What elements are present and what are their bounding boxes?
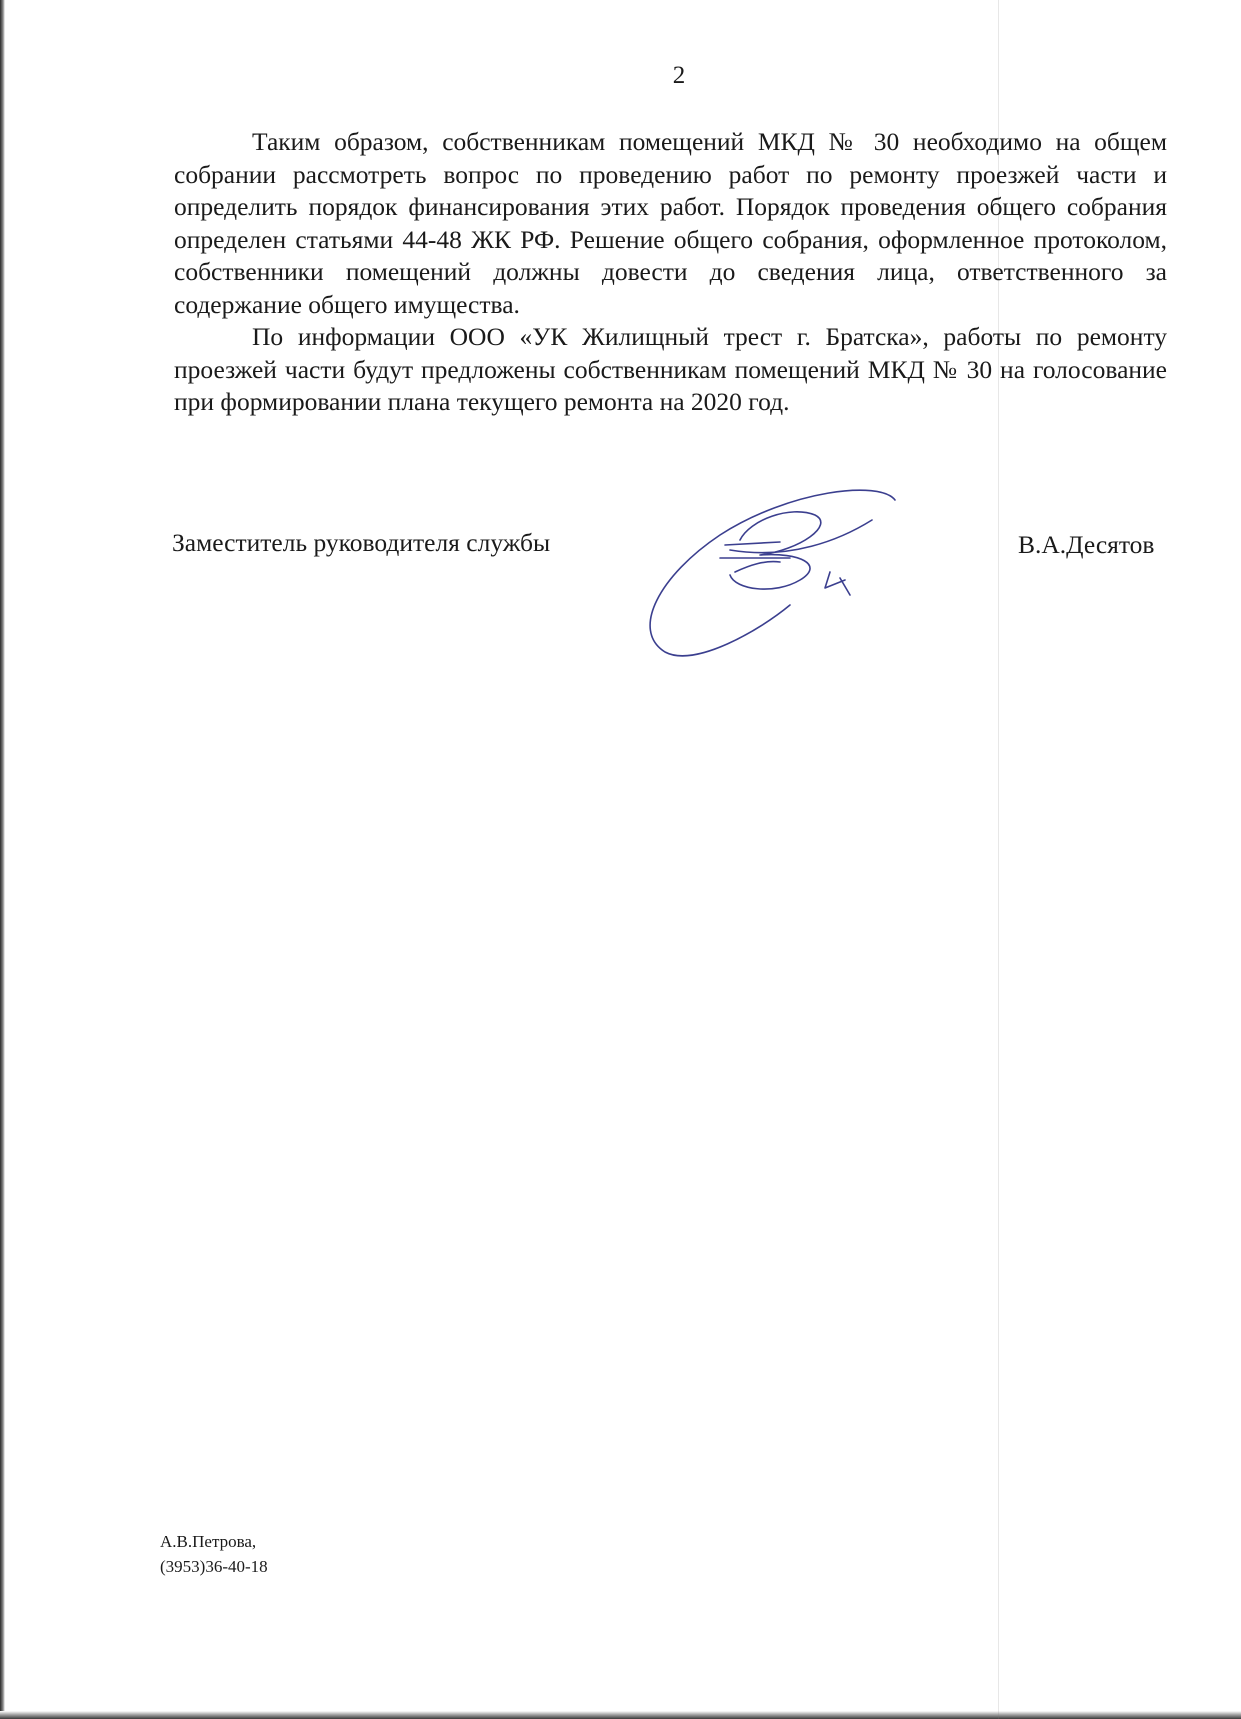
signer-name: В.А.Десятов [1018, 530, 1155, 559]
scan-edge-bottom [0, 1711, 1241, 1719]
page-number: 2 [672, 62, 686, 89]
handwritten-signature [640, 480, 910, 660]
executor-info [160, 1529, 268, 1579]
scan-edge-left [0, 0, 5, 1719]
letter-body [174, 126, 1167, 419]
executor-phone: (3953)36-40-18 [160, 1557, 268, 1576]
signer-position: Заместитель руководителя службы [172, 528, 551, 557]
body-paragraph-2: По информации ООО «УК Жилищный трест г. Братска», работы по ремонту проезжей части будут предложены собственникам помещений МКД № 30 на голосование при формировании плана текущего ремонта на 2020 год. [174, 322, 1167, 416]
body-paragraph-1: Таким образом, собственникам помещений МКД № 30 необходимо на общем собрании рассмотреть вопрос по проведению работ по ремонту проезжей части и определить порядок финансирования этих работ. Порядок проведения общего собрания определен статьями 44-48 ЖК РФ. Решение общего собрания, оформленное протоколом, собственники помещений должны довести до сведения лица, ответственного за содержание общего имущества. [174, 127, 1167, 319]
executor-name: А.В.Петрова, [160, 1532, 257, 1551]
